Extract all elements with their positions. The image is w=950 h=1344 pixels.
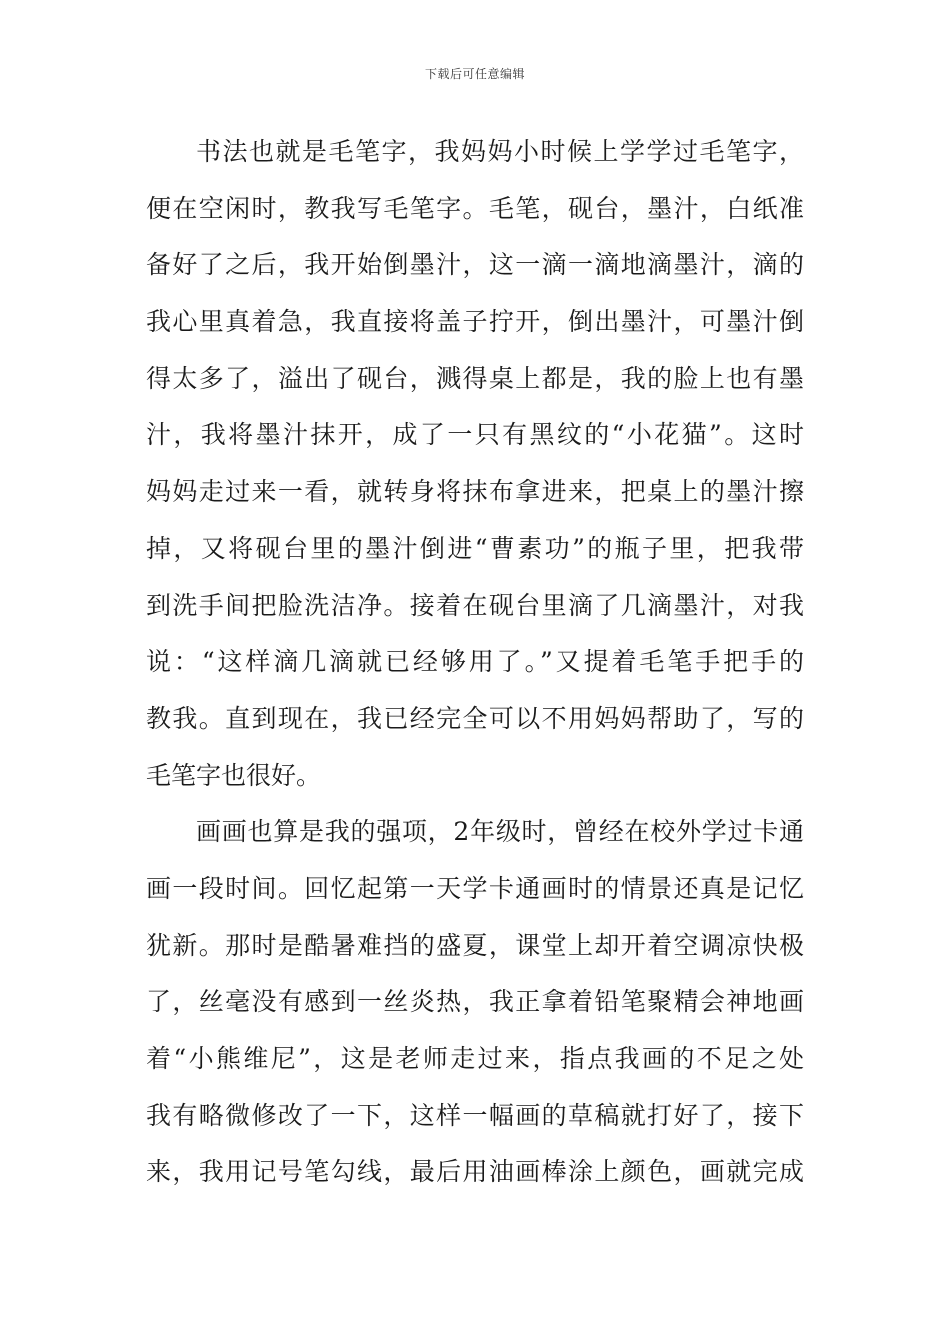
text-line: 汁，我将墨汁抹开，成了一只有黑纹的“小花猫”。这时 — [146, 420, 804, 450]
text-line: 毛笔字也很好。 — [146, 760, 322, 790]
text-line: 来，我用记号笔勾线，最后用油画棒涂上颜色，画就完成 — [146, 1157, 804, 1187]
text-line: 了，丝毫没有感到一丝炎热，我正拿着铅笔聚精会神地画 — [146, 987, 804, 1017]
text-line: 我有略微修改了一下，这样一幅画的草稿就打好了，接下 — [146, 1100, 804, 1130]
text-line: 掉，又将砚台里的墨汁倒进“曹素功”的瓶子里，把我带 — [146, 533, 804, 563]
text-line: 教我。直到现在，我已经完全可以不用妈妈帮助了，写的 — [146, 703, 804, 733]
text-line: 妈妈走过来一看，就转身将抹布拿进来，把桌上的墨汁擦 — [146, 477, 804, 507]
text-line: 书法也就是毛笔字，我妈妈小时候上学学过毛笔字， — [196, 137, 804, 166]
text-line: 到洗手间把脸洗洁净。接着在砚台里滴了几滴墨汁，对我 — [146, 590, 804, 620]
text-line: 便在空闲时，教我写毛笔字。毛笔，砚台，墨汁，白纸准 — [146, 193, 804, 223]
text-line: 我心里真着急，我直接将盖子拧开，倒出墨汁，可墨汁倒 — [146, 307, 804, 337]
document-body — [146, 124, 804, 1201]
text-line: 着“小熊维尼”，这是老师走过来，指点我画的不足之处 — [146, 1044, 804, 1073]
paragraph-calligraphy — [146, 124, 804, 804]
text-line: 说：“这样滴几滴就已经够用了。”又提着毛笔手把手的 — [146, 647, 804, 677]
text-line: 画画也算是我的强项，2年级时，曾经在校外学过卡通 — [196, 817, 804, 847]
text-line: 得太多了，溢出了砚台，溅得桌上都是，我的脸上也有墨 — [146, 363, 804, 393]
paragraph-drawing — [146, 804, 804, 1201]
text-line: 犹新。那时是酷暑难挡的盛夏，课堂上却开着空调凉快极 — [146, 930, 804, 960]
text-line: 备好了之后，我开始倒墨汁，这一滴一滴地滴墨汁，滴的 — [146, 250, 804, 280]
text-line: 画一段时间。回忆起第一天学卡通画时的情景还真是记忆 — [146, 873, 804, 903]
page-header: 下载后可任意编辑 — [424, 67, 525, 81]
